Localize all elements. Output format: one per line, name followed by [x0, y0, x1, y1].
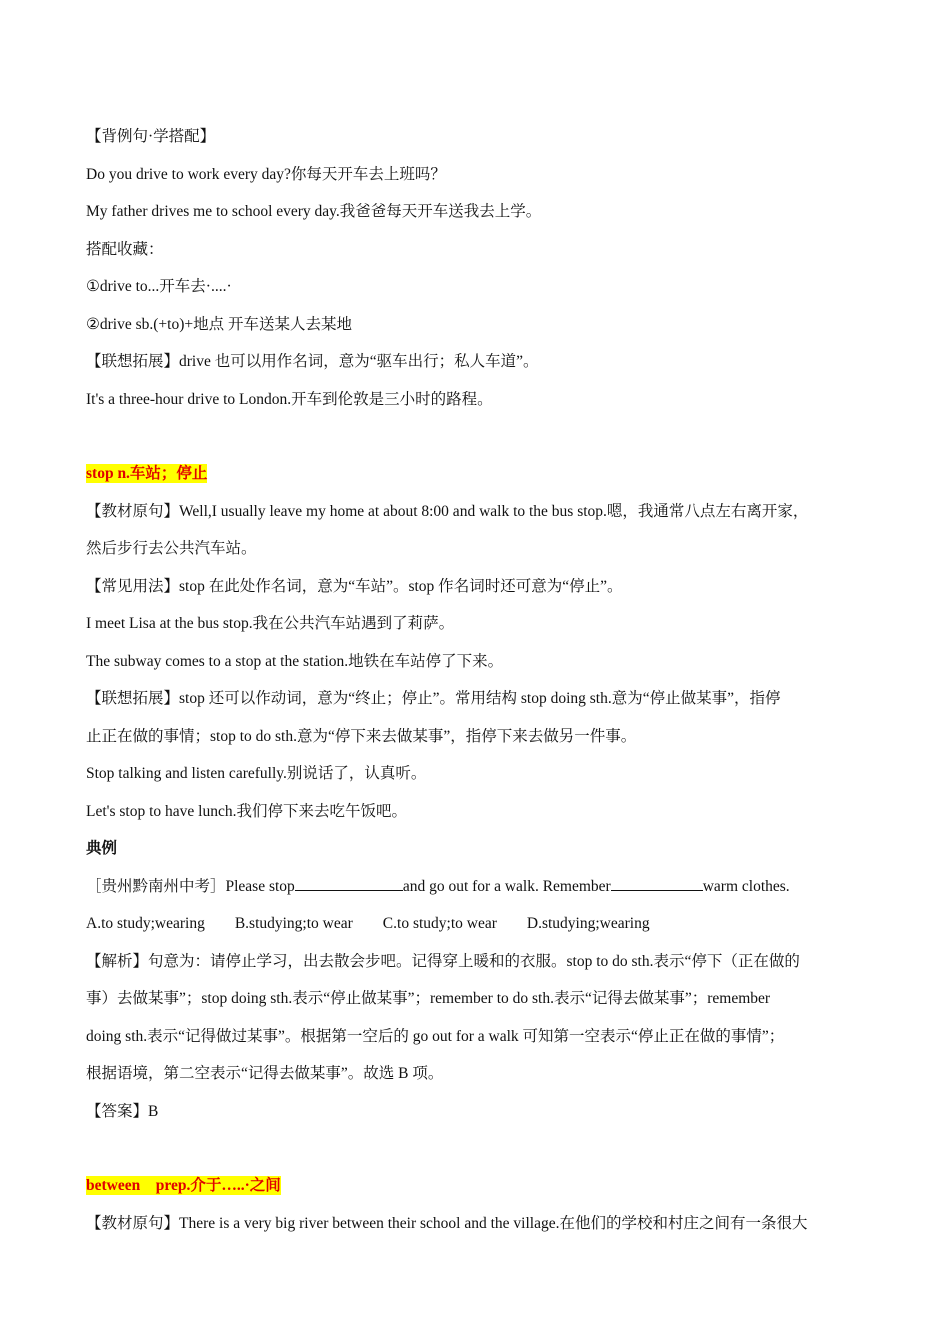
analysis-3: doing sth.表示“记得做过某事”。根据第一空后的 go out for a walk 可知第一空表示“停止正在做的事情”；: [86, 1027, 785, 1045]
analysis-4: 根据语境，第二空表示“记得去做某事”。故选 B 项。: [86, 1065, 444, 1082]
collocation-2: ②drive sb.(+to)+地点 开车送某人去某地: [86, 315, 353, 333]
example-title: 典例: [86, 840, 118, 857]
stop-original-1: 【教材原句】Well,I usually leave my home at about 8:00 and walk to the bus stop.嗯，我通常八点左右离开家，: [86, 502, 809, 520]
option-d: D.studying;wearing: [526, 915, 650, 932]
stop-usage: 【常见用法】stop 在此处作名词，意为“车站”。stop 作名词时还可意为“停止”。: [86, 577, 623, 595]
analysis-2: 事）去做某事”；stop doing sth.表示“停止做某事”；remember to do sth.表示“记得去做某事”；remember: [86, 990, 771, 1007]
question: [86, 868, 876, 906]
collocation-title: 搭配收藏：: [86, 240, 164, 258]
stop-heading-text: stop n.车站；停止: [86, 465, 208, 482]
option-c: C.to study;to wear: [382, 915, 497, 932]
options-row: [86, 905, 876, 943]
document-page: [86, 118, 876, 1242]
between-original-1: [86, 1205, 876, 1243]
stop-heading: [86, 455, 876, 493]
collocation-1: ①drive to...开车去·....·: [86, 278, 232, 295]
stop-example-2: The subway comes to a stop at the station.地铁在车站停了下来。: [86, 652, 504, 670]
answer-blank-1: [295, 876, 403, 891]
between-heading: [86, 1167, 876, 1205]
question-part-b: and go out for a walk. Remember: [402, 877, 611, 895]
between-heading-text: between prep.介于…..·之间: [86, 1177, 281, 1194]
question-part-c: warm clothes.: [702, 877, 790, 895]
example-tag: 【背例句·学搭配】: [86, 128, 216, 145]
analysis-1: 【解析】句意为：请停止学习，出去散会步吧。记得穿上暖和的衣服。stop to do sth.表示“停下（正在做的: [86, 952, 800, 970]
drive-extension: 【联想拓展】drive 也可以用作名词，意为“驱车出行；私人车道”。: [86, 353, 539, 370]
section-gap: [86, 418, 876, 455]
between-original-tag: 【教材原句】: [86, 1214, 180, 1232]
option-b: B.studying;to wear: [234, 915, 353, 932]
between-original-text: There is a very big river between their school and the village.在他们的学校和村庄之间有一条很大: [179, 1214, 808, 1232]
answer-blank-2: [611, 876, 703, 891]
drive-example-1: Do you drive to work every day?你每天开车去上班吗？: [86, 165, 446, 183]
drive-example-3: It's a three-hour drive to London.开车到伦敦是三小时的路程。: [86, 390, 493, 408]
drive-example-2: My father drives me to school every day.我爸爸每天开车送我去上学。: [86, 203, 542, 220]
stop-original-2: 然后步行去公共汽车站。: [86, 540, 257, 557]
section-gap: [86, 1130, 876, 1167]
answer: 【答案】B: [86, 1102, 159, 1120]
stop-example-3: Stop talking and listen carefully.别说话了，认真听。: [86, 765, 427, 782]
stop-example-4: Let's stop to have lunch.我们停下来去吃午饭吧。: [86, 802, 407, 820]
option-a: A.to study;wearing: [86, 915, 205, 932]
stop-example-1: I meet Lisa at the bus stop.我在公共汽车站遇到了莉萨。: [86, 615, 455, 632]
stop-extension-1: 【联想拓展】stop 还可以作动词，意为“终止；停止”。常用结构 stop doing sth.意为“停止做某事”，指停: [86, 690, 781, 707]
stop-extension-2: 止正在做的事情；stop to do sth.意为“停下来去做某事”，指停下来去做另一件事。: [86, 727, 637, 745]
question-part-a: ［贵州黔南州中考］Please stop: [86, 877, 295, 895]
